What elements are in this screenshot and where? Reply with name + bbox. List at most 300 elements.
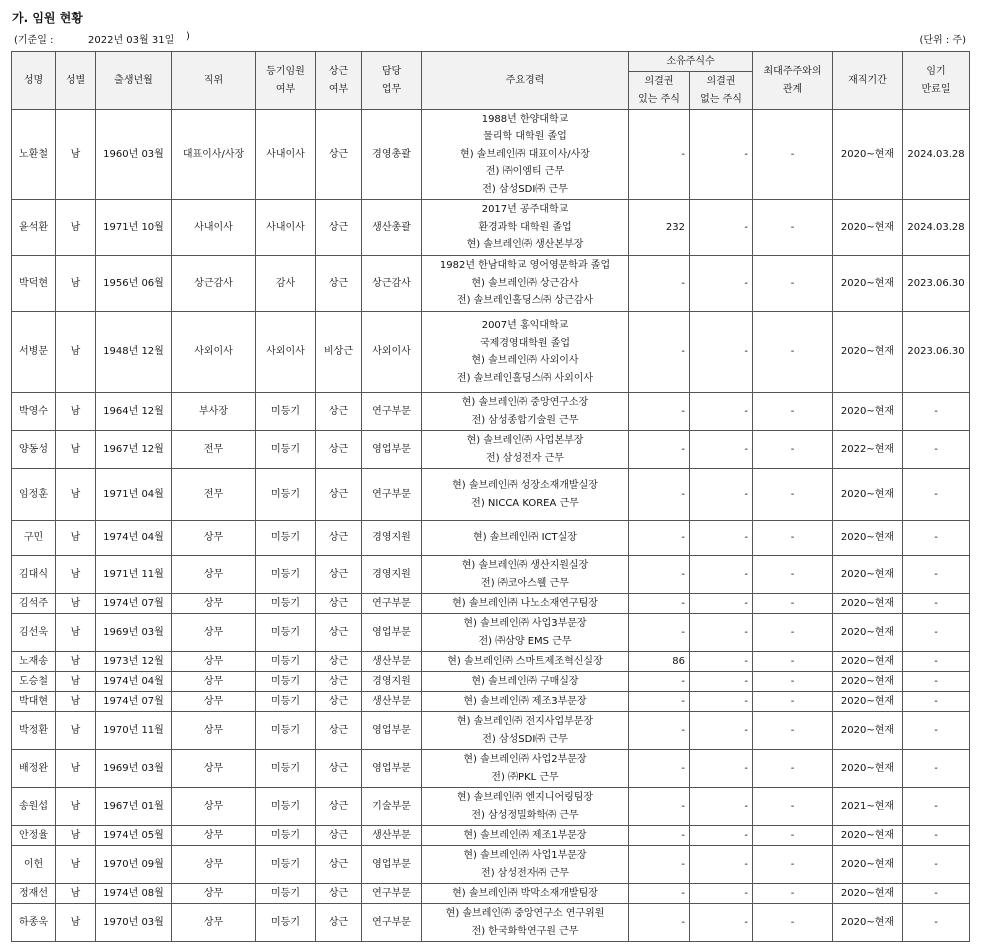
career-line: 현) 솔브레인㈜ 중앙연구소장 — [461, 397, 589, 408]
cell-nonvoting: - — [690, 750, 753, 788]
cell-birth: 1970년 11월 — [96, 712, 172, 750]
cell-fulltime: 상근 — [316, 692, 362, 712]
career-line: 물리학 대학원 졸업 — [483, 131, 567, 143]
cell-nonvoting: - — [690, 904, 753, 942]
cell-tenure: 2020~현재 — [833, 904, 903, 942]
cell-name: 배정완 — [12, 750, 56, 788]
cell-registered: 미등기 — [256, 521, 316, 556]
cell-gender: 남 — [56, 846, 96, 884]
cell-fulltime: 상근 — [316, 556, 362, 594]
cell-gender: 남 — [56, 200, 96, 256]
table-row — [12, 904, 970, 942]
cell-birth: 1956년 06월 — [96, 256, 172, 312]
table-row — [12, 521, 970, 556]
cell-position: 상무 — [172, 826, 256, 846]
cell-term-end: - — [903, 750, 970, 788]
cell-nonvoting: - — [690, 312, 753, 393]
cell-relation: - — [753, 788, 833, 826]
table-row — [12, 846, 970, 884]
cell-tenure: 2020~현재 — [833, 826, 903, 846]
cell-fulltime: 상근 — [316, 672, 362, 692]
cell-relation: - — [753, 652, 833, 672]
career-line: 현) 솔브레인㈜ 제조3부문장 — [463, 695, 587, 707]
cell-birth: 1971년 04월 — [96, 469, 172, 521]
cell-gender: 남 — [56, 672, 96, 692]
cell-term-end: - — [903, 393, 970, 431]
cell-term-end: - — [903, 692, 970, 712]
table-header — [12, 52, 970, 110]
cell-nonvoting: - — [690, 846, 753, 884]
cell-voting: - — [629, 750, 690, 788]
cell-position: 상무 — [172, 788, 256, 826]
cell-voting: - — [629, 393, 690, 431]
cell-registered: 미등기 — [256, 652, 316, 672]
cell-fulltime: 상근 — [316, 256, 362, 312]
cell-nonvoting: - — [690, 594, 753, 614]
cell-registered: 미등기 — [256, 594, 316, 614]
cell-registered: 미등기 — [256, 750, 316, 788]
career-line: 전) ㈜코아스웰 근무 — [481, 577, 569, 589]
career-line: 현) 솔브레인㈜ 스마트제조혁신실장 — [447, 655, 603, 667]
cell-position: 상근감사 — [172, 256, 256, 312]
cell-tenure: 2020~현재 — [833, 594, 903, 614]
cell-fulltime: 상근 — [316, 884, 362, 904]
cell-name: 김선욱 — [12, 614, 56, 652]
cell-voting: - — [629, 846, 690, 884]
section-title: 가. 임원 현황 — [12, 11, 83, 25]
cell-relation: - — [753, 692, 833, 712]
cell-tenure: 2020~현재 — [833, 614, 903, 652]
cell-gender: 남 — [56, 110, 96, 200]
cell-registered: 미등기 — [256, 393, 316, 431]
cell-voting: - — [629, 431, 690, 469]
cell-relation: - — [753, 614, 833, 652]
cell-gender: 남 — [56, 521, 96, 556]
cell-relation: - — [753, 431, 833, 469]
cell-duty: 영업부문 — [362, 750, 422, 788]
cell-gender: 남 — [56, 712, 96, 750]
cell-registered: 사내이사 — [256, 110, 316, 200]
cell-registered: 사내이사 — [256, 200, 316, 256]
cell-position: 상무 — [172, 884, 256, 904]
cell-term-end: 2024.03.28 — [903, 200, 970, 256]
cell-term-end: - — [903, 904, 970, 942]
cell-tenure: 2021~현재 — [833, 788, 903, 826]
cell-tenure: 2020~현재 — [833, 521, 903, 556]
cell-name: 양동성 — [12, 431, 56, 469]
table-body — [12, 110, 970, 942]
cell-position: 상무 — [172, 594, 256, 614]
cell-nonvoting: - — [690, 826, 753, 846]
table-row — [12, 652, 970, 672]
cell-gender: 남 — [56, 469, 96, 521]
cell-birth: 1964년 12월 — [96, 393, 172, 431]
header-name: 성명 — [12, 52, 56, 110]
cell-career — [422, 110, 629, 200]
cell-tenure: 2020~현재 — [833, 256, 903, 312]
cell-name: 안정율 — [12, 826, 56, 846]
cell-duty: 영업부문 — [362, 431, 422, 469]
cell-duty: 경영총괄 — [362, 110, 422, 200]
cell-birth: 1967년 01월 — [96, 788, 172, 826]
cell-registered: 사외이사 — [256, 312, 316, 393]
career-line: 현) 솔브레인㈜ 박막소재개발팀장 — [452, 887, 598, 899]
table-row — [12, 556, 970, 594]
cell-tenure: 2020~현재 — [833, 846, 903, 884]
cell-tenure: 2020~현재 — [833, 469, 903, 521]
career-line: 현) 솔브레인㈜ 나노소재연구팀장 — [452, 597, 598, 609]
cell-tenure: 2020~현재 — [833, 652, 903, 672]
cell-voting: 232 — [629, 200, 690, 256]
career-line: 전) NICCA KOREA 근무 — [471, 497, 579, 509]
cell-relation: - — [753, 469, 833, 521]
career-line: 현) 솔브레인㈜ 중앙연구소 연구위원 — [445, 908, 605, 919]
cell-voting: - — [629, 556, 690, 594]
cell-gender: 남 — [56, 556, 96, 594]
cell-fulltime: 상근 — [316, 431, 362, 469]
cell-duty: 연구부문 — [362, 594, 422, 614]
cell-position: 부사장 — [172, 393, 256, 431]
cell-term-end: - — [903, 652, 970, 672]
career-line: 전) 삼성전자 근무 — [486, 452, 564, 464]
cell-career — [422, 652, 629, 672]
cell-duty: 경영지원 — [362, 672, 422, 692]
cell-fulltime: 상근 — [316, 750, 362, 788]
header-shares: 소유주식수 — [629, 52, 753, 72]
header-duty: 담당 업무 — [362, 52, 422, 110]
cell-duty: 상근감사 — [362, 256, 422, 312]
cell-nonvoting: - — [690, 884, 753, 904]
cell-career — [422, 594, 629, 614]
cell-tenure: 2020~현재 — [833, 884, 903, 904]
career-line: 2017년 공주대학교 — [481, 204, 569, 216]
career-line: 국제경영대학원 졸업 — [479, 337, 571, 349]
cell-voting: - — [629, 256, 690, 312]
cell-gender: 남 — [56, 826, 96, 846]
cell-name: 서병문 — [12, 312, 56, 393]
cell-position: 사외이사 — [172, 312, 256, 393]
cell-duty: 사외이사 — [362, 312, 422, 393]
cell-gender: 남 — [56, 594, 96, 614]
header-relation: 최대주주와의 관계 — [753, 52, 833, 110]
cell-gender: 남 — [56, 750, 96, 788]
cell-name: 박덕현 — [12, 256, 56, 312]
cell-duty: 생산부문 — [362, 826, 422, 846]
cell-gender: 남 — [56, 393, 96, 431]
career-line: 전) 솔브레인홀딩스㈜ 상근감사 — [456, 295, 594, 307]
cell-name: 박정환 — [12, 712, 56, 750]
cell-duty: 영업부문 — [362, 712, 422, 750]
base-date-close: ) — [186, 31, 190, 42]
cell-term-end: 2024.03.28 — [903, 110, 970, 200]
cell-term-end: - — [903, 614, 970, 652]
header-career: 주요경력 — [422, 52, 629, 110]
cell-position: 전무 — [172, 469, 256, 521]
cell-career — [422, 904, 629, 942]
cell-name: 임정훈 — [12, 469, 56, 521]
cell-term-end: - — [903, 431, 970, 469]
cell-birth: 1974년 07월 — [96, 594, 172, 614]
cell-duty: 연구부문 — [362, 904, 422, 942]
cell-term-end: - — [903, 469, 970, 521]
cell-fulltime: 상근 — [316, 614, 362, 652]
cell-fulltime: 상근 — [316, 200, 362, 256]
cell-voting: - — [629, 312, 690, 393]
table-row — [12, 788, 970, 826]
cell-tenure: 2020~현재 — [833, 200, 903, 256]
cell-registered: 미등기 — [256, 556, 316, 594]
cell-nonvoting: - — [690, 788, 753, 826]
cell-voting: 86 — [629, 652, 690, 672]
table-row — [12, 884, 970, 904]
cell-registered: 미등기 — [256, 672, 316, 692]
cell-name: 송원섭 — [12, 788, 56, 826]
cell-birth: 1974년 05월 — [96, 826, 172, 846]
cell-career — [422, 826, 629, 846]
cell-gender: 남 — [56, 692, 96, 712]
cell-voting: - — [629, 110, 690, 200]
cell-name: 정재선 — [12, 884, 56, 904]
header-voting: 의결권 있는 주식 — [629, 72, 690, 110]
cell-registered: 미등기 — [256, 904, 316, 942]
cell-gender: 남 — [56, 904, 96, 942]
base-date-label: (기준일 : — [14, 35, 54, 46]
cell-gender: 남 — [56, 652, 96, 672]
base-date — [14, 31, 190, 46]
table-row — [12, 712, 970, 750]
cell-nonvoting: - — [690, 431, 753, 469]
cell-term-end: 2023.06.30 — [903, 312, 970, 393]
cell-duty: 영업부문 — [362, 614, 422, 652]
cell-tenure: 2020~현재 — [833, 312, 903, 393]
cell-nonvoting: - — [690, 469, 753, 521]
cell-name: 하종욱 — [12, 904, 56, 942]
cell-position: 상무 — [172, 521, 256, 556]
cell-nonvoting: - — [690, 652, 753, 672]
cell-voting: - — [629, 904, 690, 942]
cell-birth: 1970년 03월 — [96, 904, 172, 942]
cell-registered: 미등기 — [256, 846, 316, 884]
cell-nonvoting: - — [690, 672, 753, 692]
header-birth: 출생년월 — [96, 52, 172, 110]
cell-career — [422, 672, 629, 692]
cell-registered: 미등기 — [256, 826, 316, 846]
cell-birth: 1974년 07월 — [96, 692, 172, 712]
cell-birth: 1969년 03월 — [96, 614, 172, 652]
cell-fulltime: 상근 — [316, 521, 362, 556]
cell-fulltime: 상근 — [316, 712, 362, 750]
cell-gender: 남 — [56, 614, 96, 652]
career-line: 전) 솔브레인홀딩스㈜ 사외이사 — [456, 372, 594, 384]
cell-name: 김대식 — [12, 556, 56, 594]
cell-voting: - — [629, 469, 690, 521]
cell-name: 박영수 — [12, 393, 56, 431]
career-line: 현) 솔브레인㈜ 엔지니어링팀장 — [456, 792, 594, 803]
cell-position: 상무 — [172, 652, 256, 672]
career-line: 2007년 홍익대학교 — [481, 320, 569, 331]
cell-term-end: - — [903, 826, 970, 846]
career-line: 현) 솔브레인㈜ 제조1부문장 — [463, 829, 587, 841]
cell-relation: - — [753, 884, 833, 904]
cell-name: 노재송 — [12, 652, 56, 672]
cell-career — [422, 431, 629, 469]
cell-position: 상무 — [172, 904, 256, 942]
cell-duty: 경영지원 — [362, 521, 422, 556]
cell-fulltime: 상근 — [316, 110, 362, 200]
cell-career — [422, 469, 629, 521]
cell-relation: - — [753, 110, 833, 200]
cell-nonvoting: - — [690, 256, 753, 312]
career-line: 전) ㈜삼양 EMS 근무 — [478, 635, 572, 647]
cell-registered: 감사 — [256, 256, 316, 312]
header-gender: 성별 — [56, 52, 96, 110]
cell-registered: 미등기 — [256, 692, 316, 712]
cell-tenure: 2020~현재 — [833, 750, 903, 788]
table-row — [12, 594, 970, 614]
cell-term-end: - — [903, 846, 970, 884]
executive-table — [11, 51, 970, 942]
cell-registered: 미등기 — [256, 712, 316, 750]
header-fulltime: 상근 여부 — [316, 52, 362, 110]
cell-name: 이헌 — [12, 846, 56, 884]
cell-relation: - — [753, 393, 833, 431]
career-line: 현) 솔브레인㈜ 전지사업부문장 — [456, 716, 594, 727]
cell-name: 노환철 — [12, 110, 56, 200]
cell-duty: 기술부문 — [362, 788, 422, 826]
cell-voting: - — [629, 672, 690, 692]
cell-birth: 1974년 04월 — [96, 521, 172, 556]
cell-relation: - — [753, 672, 833, 692]
cell-nonvoting: - — [690, 393, 753, 431]
cell-career — [422, 393, 629, 431]
cell-tenure: 2020~현재 — [833, 712, 903, 750]
cell-tenure: 2020~현재 — [833, 110, 903, 200]
cell-voting: - — [629, 594, 690, 614]
cell-nonvoting: - — [690, 200, 753, 256]
cell-fulltime: 상근 — [316, 788, 362, 826]
cell-position: 상무 — [172, 556, 256, 594]
cell-registered: 미등기 — [256, 788, 316, 826]
career-line: 전) ㈜PKL 근무 — [491, 771, 559, 783]
cell-relation: - — [753, 712, 833, 750]
career-line: 전) 삼성정밀화학㈜ 근무 — [471, 809, 579, 821]
career-line: 현) 솔브레인㈜ 구매실장 — [471, 675, 579, 687]
career-line: 전) 삼성SDI㈜ 근무 — [482, 183, 568, 195]
cell-tenure: 2020~현재 — [833, 556, 903, 594]
cell-birth: 1969년 03월 — [96, 750, 172, 788]
cell-name: 윤석환 — [12, 200, 56, 256]
cell-tenure: 2020~현재 — [833, 692, 903, 712]
cell-career — [422, 692, 629, 712]
career-line: 현) 솔브레인㈜ 대표이사/사장 — [460, 148, 590, 160]
career-line: 현) 솔브레인㈜ 상근감사 — [471, 277, 579, 289]
cell-position: 사내이사 — [172, 200, 256, 256]
cell-position: 상무 — [172, 846, 256, 884]
cell-birth: 1960년 03월 — [96, 110, 172, 200]
cell-nonvoting: - — [690, 614, 753, 652]
cell-name: 구민 — [12, 521, 56, 556]
cell-fulltime: 상근 — [316, 904, 362, 942]
cell-duty: 연구부문 — [362, 393, 422, 431]
cell-birth: 1974년 04월 — [96, 672, 172, 692]
cell-nonvoting: - — [690, 712, 753, 750]
cell-career — [422, 521, 629, 556]
cell-relation: - — [753, 256, 833, 312]
cell-fulltime: 비상근 — [316, 312, 362, 393]
cell-relation: - — [753, 312, 833, 393]
table-row — [12, 431, 970, 469]
cell-relation: - — [753, 521, 833, 556]
cell-relation: - — [753, 846, 833, 884]
table-row — [12, 110, 970, 200]
cell-career — [422, 712, 629, 750]
career-line: 전) 한국화학연구원 근무 — [471, 925, 579, 937]
unit-label: (단위 : 주) — [919, 35, 966, 46]
header-registered: 등기임원 여부 — [256, 52, 316, 110]
career-line: 현) 솔브레인㈜ 사업2부문장 — [463, 754, 587, 765]
cell-voting: - — [629, 788, 690, 826]
cell-relation: - — [753, 826, 833, 846]
cell-duty: 생산부문 — [362, 652, 422, 672]
table-row — [12, 750, 970, 788]
cell-term-end: - — [903, 712, 970, 750]
career-line: 전) ㈜이엠티 근무 — [485, 166, 565, 178]
cell-position: 대표이사/사장 — [172, 110, 256, 200]
cell-career — [422, 884, 629, 904]
cell-gender: 남 — [56, 884, 96, 904]
table-row — [12, 469, 970, 521]
career-line: 환경과학 대학원 졸업 — [478, 221, 572, 233]
table-row — [12, 692, 970, 712]
table-row — [12, 312, 970, 393]
cell-career — [422, 256, 629, 312]
cell-birth: 1971년 11월 — [96, 556, 172, 594]
table-row — [12, 393, 970, 431]
cell-birth: 1970년 09월 — [96, 846, 172, 884]
cell-voting: - — [629, 614, 690, 652]
cell-gender: 남 — [56, 431, 96, 469]
cell-career — [422, 556, 629, 594]
cell-duty: 영업부문 — [362, 846, 422, 884]
cell-gender: 남 — [56, 256, 96, 312]
cell-birth: 1967년 12월 — [96, 431, 172, 469]
cell-relation: - — [753, 594, 833, 614]
cell-tenure: 2020~현재 — [833, 393, 903, 431]
cell-fulltime: 상근 — [316, 826, 362, 846]
cell-voting: - — [629, 712, 690, 750]
cell-fulltime: 상근 — [316, 469, 362, 521]
cell-position: 상무 — [172, 712, 256, 750]
cell-duty: 연구부문 — [362, 469, 422, 521]
career-line: 전) 삼성전자㈜ 근무 — [481, 867, 569, 879]
career-line: 1988년 한양대학교 — [481, 113, 569, 125]
cell-name: 도승철 — [12, 672, 56, 692]
table-row — [12, 614, 970, 652]
cell-term-end: - — [903, 556, 970, 594]
cell-birth: 1974년 08월 — [96, 884, 172, 904]
cell-nonvoting: - — [690, 521, 753, 556]
cell-birth: 1973년 12월 — [96, 652, 172, 672]
cell-career — [422, 614, 629, 652]
cell-registered: 미등기 — [256, 614, 316, 652]
career-line: 현) 솔브레인㈜ 성장소재개발실장 — [452, 480, 598, 491]
cell-registered: 미등기 — [256, 884, 316, 904]
cell-voting: - — [629, 692, 690, 712]
header-nonvoting: 의결권 없는 주식 — [690, 72, 753, 110]
table-row — [12, 200, 970, 256]
cell-position: 전무 — [172, 431, 256, 469]
cell-registered: 미등기 — [256, 431, 316, 469]
